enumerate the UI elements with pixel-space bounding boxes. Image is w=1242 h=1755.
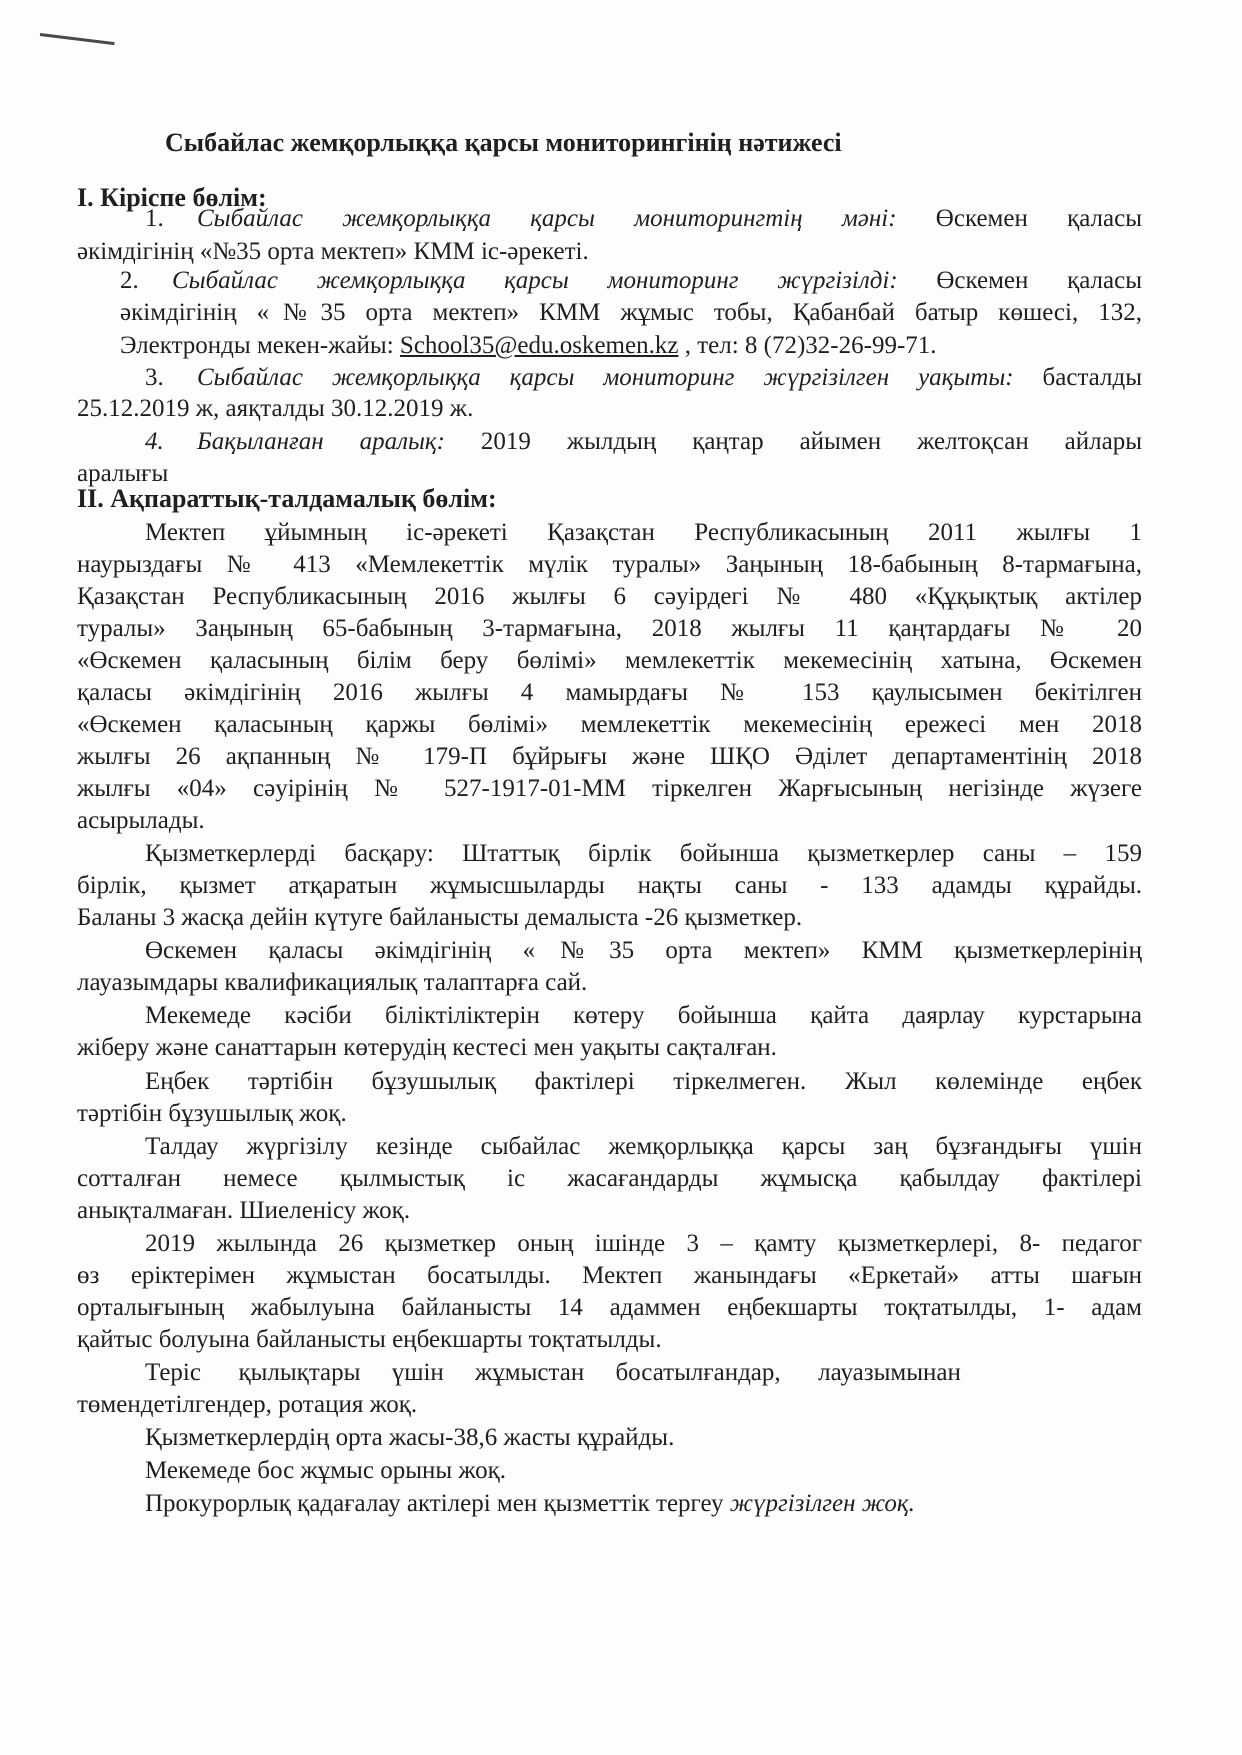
item-3-text: басталды <box>1013 364 1142 391</box>
item-3-line-2: 25.12.2019 ж, аяқталды 30.12.2019 ж. <box>77 395 474 422</box>
paragraph-line: тәртібін бұзушылық жоқ. <box>77 1100 347 1127</box>
paragraph-line: жылғы 26 ақпанның № 179-П бұйрығы және ШҚО Әділет департаментінің 2018 <box>77 743 1142 770</box>
paragraph-line: орталығының жабылуына байланысты 14 адаммен еңбекшарты тоқтатылды, 1- адам <box>77 1294 1142 1321</box>
paragraph-line: Қазақстан Республикасының 2016 жылғы 6 сәуірдегі № 480 «Құқықтық актілер <box>77 583 1142 610</box>
paragraph-line: Мекемеде бос жұмыс орыны жоқ. <box>145 1457 506 1484</box>
paragraph-line: Мекемеде кәсіби біліктіліктерін көтеру бойынша қайта даярлау курстарына <box>145 1002 1142 1029</box>
paragraph-line: Мектеп ұйымның іс-әрекеті Қазақстан Республикасының 2011 жылғы 1 <box>145 519 1142 546</box>
item-1-label: Сыбайлас жемқорлыққа қарсы мониторингтің мәні: <box>197 205 897 232</box>
item-2-label: Сыбайлас жемқорлыққа қарсы мониторинг жүргізілді: <box>172 267 898 294</box>
paragraph-line: сотталған немесе қылмыстық іс жасағандарды жұмысқа қабылдау фактілері <box>77 1165 1142 1192</box>
paragraph-line: жылғы «04» сәуірінің № 527-1917-01-ММ тіркелген Жарғысының негізінде жүзеге <box>77 775 1142 802</box>
paragraph-line: наурыздағы № 413 «Мемлекеттік мүлік туралы» Заңының 18-бабының 8-тармағына, <box>77 551 1142 578</box>
paragraph-line: Еңбек тәртібін бұзушылық фактілері тіркелмеген. Жыл көлемінде еңбек <box>145 1068 1142 1095</box>
item-2-number: 2. <box>120 267 139 294</box>
item-3-label: Сыбайлас жемқорлыққа қарсы мониторинг жүргізілген уақыты: <box>197 364 1014 391</box>
item-1-text: Өскемен қаласы <box>896 205 1142 232</box>
paragraph-line: Баланы 3 жасқа дейін күтуге байланысты демалыста -26 қызметкер. <box>77 904 803 931</box>
scan-mark <box>40 33 115 45</box>
email-link[interactable]: School35@edu.oskemen.kz <box>399 332 679 359</box>
paragraph-line: бірлік, қызмет атқаратын жұмысшыларды нақты саны - 133 адамды құрайды. <box>77 872 1142 899</box>
paragraph-line: қайтыс болуына байланысты еңбекшарты тоқтатылды. <box>77 1326 662 1353</box>
paragraph-line: қаласы әкімдігінің 2016 жылғы 4 мамырдағы № 153 қаулысымен бекітілген <box>77 679 1142 706</box>
item-2-line-1 <box>120 265 1142 297</box>
paragraph-line: анықталмаған. Шиеленісу жоқ. <box>77 1197 411 1224</box>
paragraph-line: 2019 жылында 26 қызметкер оның ішінде 3 – қамту қызметкерлері, 8- педагог <box>145 1230 1142 1257</box>
paragraph-line-last <box>145 1488 1142 1520</box>
paragraph-line: туралы» Заңының 65-бабының 3-тармағына, 2018 жылғы 11 қаңтардағы № 20 <box>77 615 1142 642</box>
item-1-line-2: әкімдігінің «№35 орта мектеп» КММ іс-әрекеті. <box>77 238 589 265</box>
item-4-label: Бақыланған аралық: <box>197 428 445 455</box>
paragraph-line: «Өскемен қаласының білім беру бөлімі» мемлекеттік мекемесінің хатына, Өскемен <box>77 647 1142 674</box>
email-label: Электронды мекен-жайы: <box>120 332 400 359</box>
paragraph-line: Теріс қылықтары үшін жұмыстан босатылғандар, лауазымынан <box>145 1359 961 1386</box>
item-2-line-3 <box>120 330 1142 362</box>
paragraph-line: Талдау жүргізілу кезінде сыбайлас жемқорлыққа қарсы заң бұзғандығы үшін <box>145 1133 1142 1160</box>
paragraph-line: жіберу және санаттарын көтерудің кестесі мен уақыты сақталған. <box>77 1034 777 1061</box>
paragraph-line: Өскемен қаласы әкімдігінің «№35 орта мектеп» КММ қызметкерлерінің <box>145 937 1142 964</box>
paragraph-line: лауазымдары квалификациялық талаптарға сай. <box>77 969 588 996</box>
paragraph-line: Қызметкерлердің орта жасы-38,6 жасты құрайды. <box>145 1424 675 1451</box>
phone-text: , тел: 8 (72)32-26-99-71. <box>678 332 937 359</box>
item-3-number: 3. <box>145 364 164 391</box>
section-1-heading: I. Кіріспе бөлім: <box>77 183 267 212</box>
paragraph-line: «Өскемен қаласының қаржы бөлімі» мемлекеттік мекемесінің ережесі мен 2018 <box>77 711 1142 738</box>
paragraph-line: Қызметкерлерді басқару: Штаттық бірлік бойынша қызметкерлер саны – 159 <box>145 840 1142 867</box>
item-4-text: 2019 жылдың қаңтар айымен желтоқсан айлары <box>444 428 1142 455</box>
last-line-text: Прокурорлық қадағалау актілері мен қызметтік тергеу <box>145 1490 730 1517</box>
item-2-text: Өскемен қаласы <box>897 267 1142 294</box>
item-4-number: 4. <box>145 428 164 455</box>
item-4-line-2: аралығы <box>77 460 169 487</box>
item-1-line-1 <box>145 203 1142 235</box>
item-3-line-1 <box>145 362 1142 394</box>
paragraph-line: өз еріктерімен жұмыстан босатылды. Мектеп жанындағы «Еркетай» атты шағын <box>77 1262 1142 1289</box>
last-line-italic: жүргізілген жоқ. <box>729 1490 915 1517</box>
item-1-number: 1. <box>145 205 164 232</box>
document-title: Сыбайлас жемқорлыққа қарсы мониторингінің нәтижесі <box>165 128 842 157</box>
section-2-heading: II. Ақпараттық-талдамалық бөлім: <box>77 484 497 513</box>
item-2-line-2: әкімдігінің «№35 орта мектеп» КММ жұмыс тобы, Қабанбай батыр көшесі, 132, <box>120 299 1142 326</box>
paragraph-line: асырылады. <box>77 807 205 834</box>
paragraph-line: төмендетілгендер, ротация жоқ. <box>77 1391 418 1418</box>
item-4-line-1 <box>145 426 1142 458</box>
